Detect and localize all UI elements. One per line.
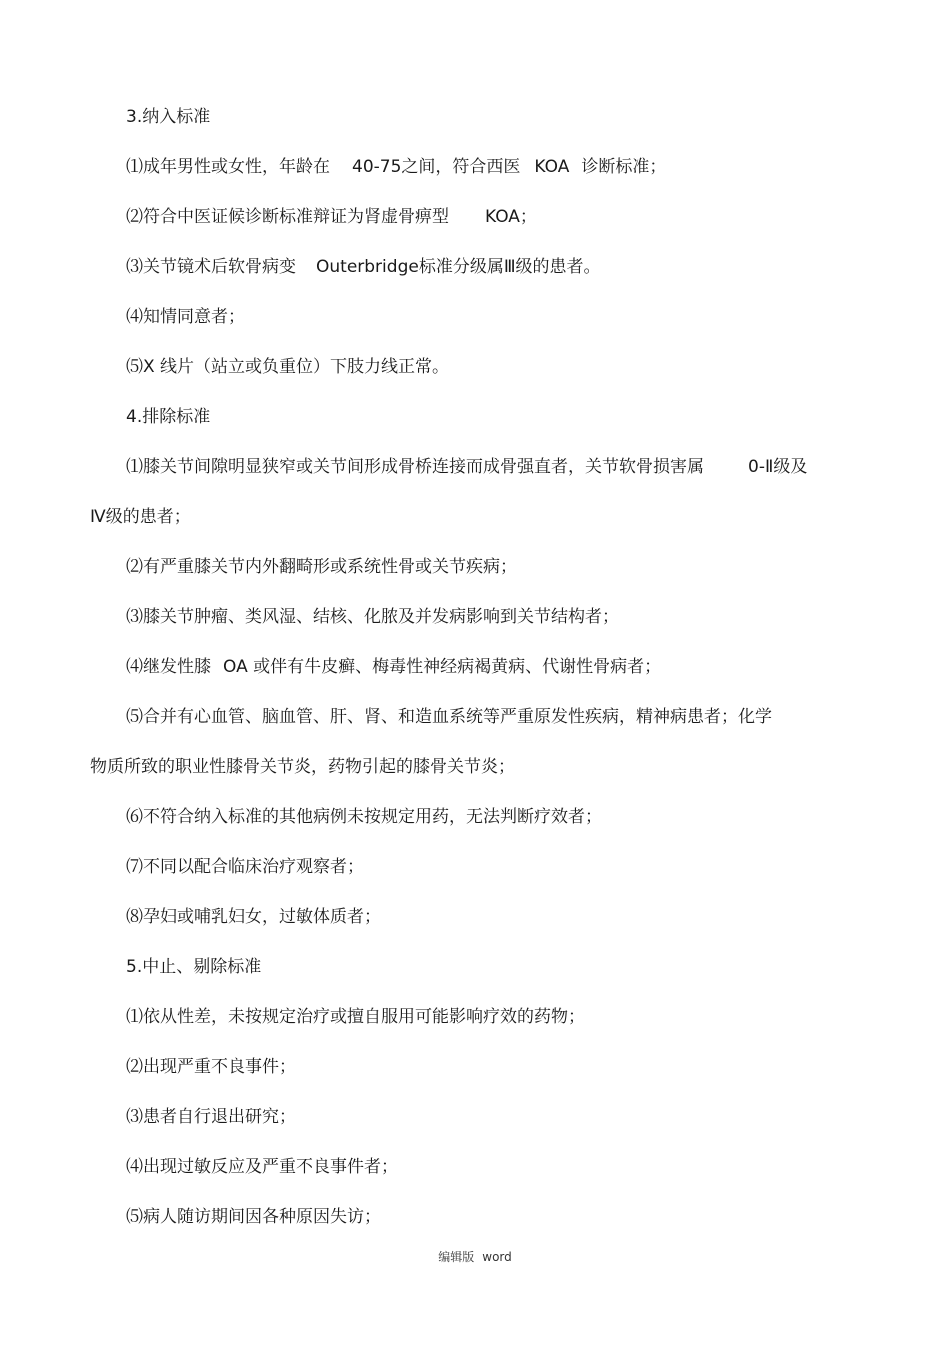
inclusion-item-2 <box>126 205 537 229</box>
inclusion-item-4: ⑷知情同意者； <box>126 307 245 327</box>
inclusion-item-1-text-c: KOA <box>534 157 570 177</box>
page-footer <box>0 1249 950 1265</box>
inclusion-item-1-text-b: 40-75之间，符合西医 <box>352 157 521 177</box>
section-5-heading: 5.中止、剔除标准 <box>126 957 262 977</box>
exclusion-item-2: ⑵有严重膝关节内外翻畸形或系统性骨或关节疾病； <box>126 557 517 577</box>
inclusion-item-1-text-d: 诊断标准； <box>581 157 667 177</box>
footer-text-a: 编辑版 <box>438 1250 475 1264</box>
inclusion-item-3-text-b: Outerbridge标准分级属Ⅲ级的患者。 <box>316 257 601 277</box>
exclusion-item-4 <box>126 655 661 679</box>
exclusion-item-8: ⑻孕妇或哺乳妇女，过敏体质者； <box>126 907 381 927</box>
exclusion-item-4-text-b: OA 或伴有牛皮癣、梅毒性神经病褐黄病、代谢性骨病者； <box>223 657 662 677</box>
inclusion-item-1-text-a: ⑴成年男性或女性，年龄在 <box>126 157 330 177</box>
exclusion-item-5: ⑸合并有心血管、脑血管、肝、肾、和造血系统等严重原发性疾病，精神病患者；化学 <box>126 707 772 727</box>
inclusion-item-3 <box>126 255 601 279</box>
exclusion-item-1 <box>126 455 807 479</box>
footer-text-b: word <box>482 1250 512 1264</box>
termination-item-1: ⑴依从性差，未按规定治疗或擅自服用可能影响疗效的药物； <box>126 1007 585 1027</box>
exclusion-item-5-continued: 物质所致的职业性膝骨关节炎，药物引起的膝骨关节炎； <box>90 757 515 777</box>
exclusion-item-1-continued: Ⅳ级的患者； <box>90 507 191 527</box>
inclusion-item-2-text-b: KOA； <box>485 207 537 227</box>
inclusion-item-5: ⑸X 线片（站立或负重位）下肢力线正常。 <box>126 357 450 377</box>
termination-item-4: ⑷出现过敏反应及严重不良事件者； <box>126 1157 398 1177</box>
termination-item-2: ⑵出现严重不良事件； <box>126 1057 296 1077</box>
exclusion-item-1-text-a: ⑴膝关节间隙明显狭窄或关节间形成骨桥连接而成骨强直者，关节软骨损害属 <box>126 457 704 477</box>
exclusion-item-7: ⑺不同以配合临床治疗观察者； <box>126 857 364 877</box>
exclusion-item-3: ⑶膝关节肿瘤、类风湿、结核、化脓及并发病影响到关节结构者； <box>126 607 619 627</box>
inclusion-item-3-text-a: ⑶关节镜术后软骨病变 <box>126 257 296 277</box>
exclusion-item-1-text-b: 0-Ⅱ级及 <box>748 457 808 477</box>
exclusion-item-6: ⑹不符合纳入标准的其他病例未按规定用药，无法判断疗效者； <box>126 807 602 827</box>
section-4-heading: 4.排除标准 <box>126 407 211 427</box>
termination-item-5: ⑸病人随访期间因各种原因失访； <box>126 1207 381 1227</box>
inclusion-item-1 <box>126 155 666 179</box>
section-3-heading: 3.纳入标准 <box>126 107 211 127</box>
exclusion-item-4-text-a: ⑷继发性膝 <box>126 657 211 677</box>
inclusion-item-2-text-a: ⑵符合中医证候诊断标准辩证为肾虚骨痹型 <box>126 207 449 227</box>
termination-item-3: ⑶患者自行退出研究； <box>126 1107 296 1127</box>
